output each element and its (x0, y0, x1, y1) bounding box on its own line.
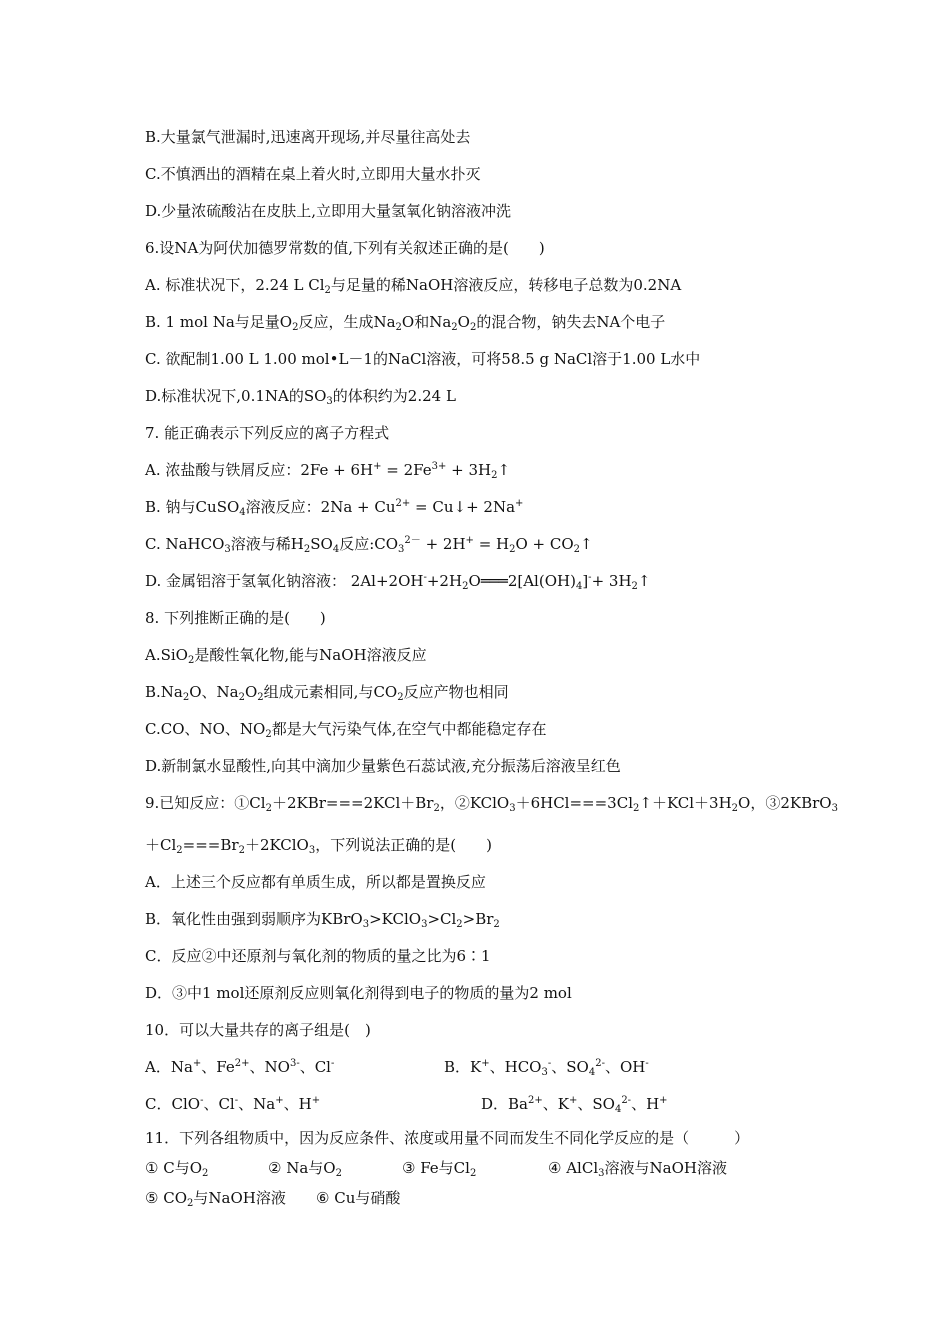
q6-option-a: A. 标准状况下，2.24 L $Cl_2$与足量的稀NaOH溶液反应，转移电子总数为0.2NA (145, 276, 682, 296)
q7-option-b: B. 钠与CuSO$_4$溶液反应：$2Na + Cu^{2+}$ = Cu↓+ 2Na+ (145, 498, 524, 518)
q8-option-d: D.新制氯水显酸性,向其中滴加少量紫色石蕊试液,充分振荡后溶液呈红色 (145, 757, 621, 775)
q7-stem: 7. 能正确表示下列反应的离子方程式 (145, 424, 390, 442)
q10-stem: 10．可以大量共存的离子组是( ) (145, 1021, 371, 1039)
q5-option-c: C.不慎洒出的酒精在桌上着火时,立即用大量水扑灭 (145, 165, 481, 183)
q11-option-3: ③ Fe与$Cl_2$ (402, 1159, 477, 1179)
q11-stem: 11．下列各组物质中，因为反应条件、浓度或用量不同而发生不同化学反应的是（ ） (145, 1129, 750, 1147)
q10-option-b: B．K+、$HCO_3^-$、$SO_4^{2-}$、OH- (444, 1058, 649, 1078)
q11-option-2: ② Na与$O_2$ (268, 1159, 342, 1179)
q7-option-d: D. 金属铝溶于氢氧化钠溶液： $2Al+2OH^-+2H_2O═══2[Al(OH)_4]^-+$ $3H_2↑$ (145, 572, 651, 592)
q11-option-6: ⑥ Cu与硝酸 (316, 1189, 401, 1207)
q9-option-d: D．③中1 mol还原剂反应则氧化剂得到电子的物质的量为2 mol (145, 984, 572, 1002)
q6-option-c: C. 欲配制1.00 L 1.00 mol•L－1的NaCl溶液，可将58.5 g NaCl溶于1.00 L水中 (145, 350, 701, 368)
q5-option-b: B.大量氯气泄漏时,迅速离开现场,并尽量往高处去 (145, 128, 471, 146)
q8-stem: 8. 下列推断正确的是( ) (145, 609, 326, 627)
q10-option-a: A．Na+、$Fe^{2+}$、$NO^{3-}$、Cl- (145, 1058, 335, 1076)
q8-option-b: $B.Na_2O$、$Na_2O_2$组成元素相同,与$CO_2$反应产物也相同 (145, 683, 509, 703)
q11-option-5: ⑤ $CO_2$与NaOH溶液 (145, 1189, 286, 1209)
q9-stem-line1: 9.已知反应：$①Cl_2+2KBr===2KCl+Br_2$，$②KClO_3+6HCl===3Cl_2↑+KCl+3H_2O$，③2KBrO$_3$ (145, 794, 838, 814)
q6-option-d: D.标准状况下,0.1NA的$SO_3$的体积约为2.24 L (145, 387, 456, 407)
q9-stem-line2: $+Cl_2===Br_2+2KClO_3$，下列说法正确的是( ) (145, 836, 492, 856)
q7-option-c: C. NaHCO$_3$溶液与稀$H_2SO_4$反应$:CO_3^{2-} + 2H^+ = H_2O$ + $CO_2↑$ (145, 535, 593, 555)
q6-stem: 6.设NA为阿伏加德罗常数的值,下列有关叙述正确的是( ) (145, 239, 545, 257)
q5-option-d: D.少量浓硫酸沾在皮肤上,立即用大量氢氧化钠溶液冲洗 (145, 202, 512, 220)
q10-option-c: C．ClO-、Cl-、Na+、H+ (145, 1095, 321, 1113)
q6-option-b: B. 1 mol Na与足量$O_2$反应，生成$Na_2O$和$Na_2O_2$的混合物，钠失去NA个电子 (145, 313, 666, 333)
q8-option-c: C.CO、NO、$NO_2$都是大气污染气体,在空气中都能稳定存在 (145, 720, 547, 740)
q7-option-a: A. 浓盐酸与铁屑反应：$2Fe + 6H^+ = 2Fe^{3+}$ + $3H_2↑$ (145, 461, 511, 481)
q10-option-d: D．$Ba^{2+}$、K+、$SO_4^{2-}$、H+ (481, 1095, 668, 1115)
q11-option-4: ④ AlCl$_3$溶液与NaOH溶液 (548, 1159, 727, 1179)
q9-option-c: C．反应②中还原剂与氧化剂的物质的量之比为6∶1 (145, 947, 491, 965)
q11-option-1: ① C与$O_2$ (145, 1159, 209, 1179)
q8-option-a: A.SiO$_2$是酸性氧化物,能与NaOH溶液反应 (145, 646, 427, 666)
q9-option-b: B．氧化性由强到弱顺序为$KBrO_3>KClO_3>Cl_2>Br_2$ (145, 910, 500, 930)
q9-option-a: A．上述三个反应都有单质生成，所以都是置换反应 (145, 873, 486, 891)
